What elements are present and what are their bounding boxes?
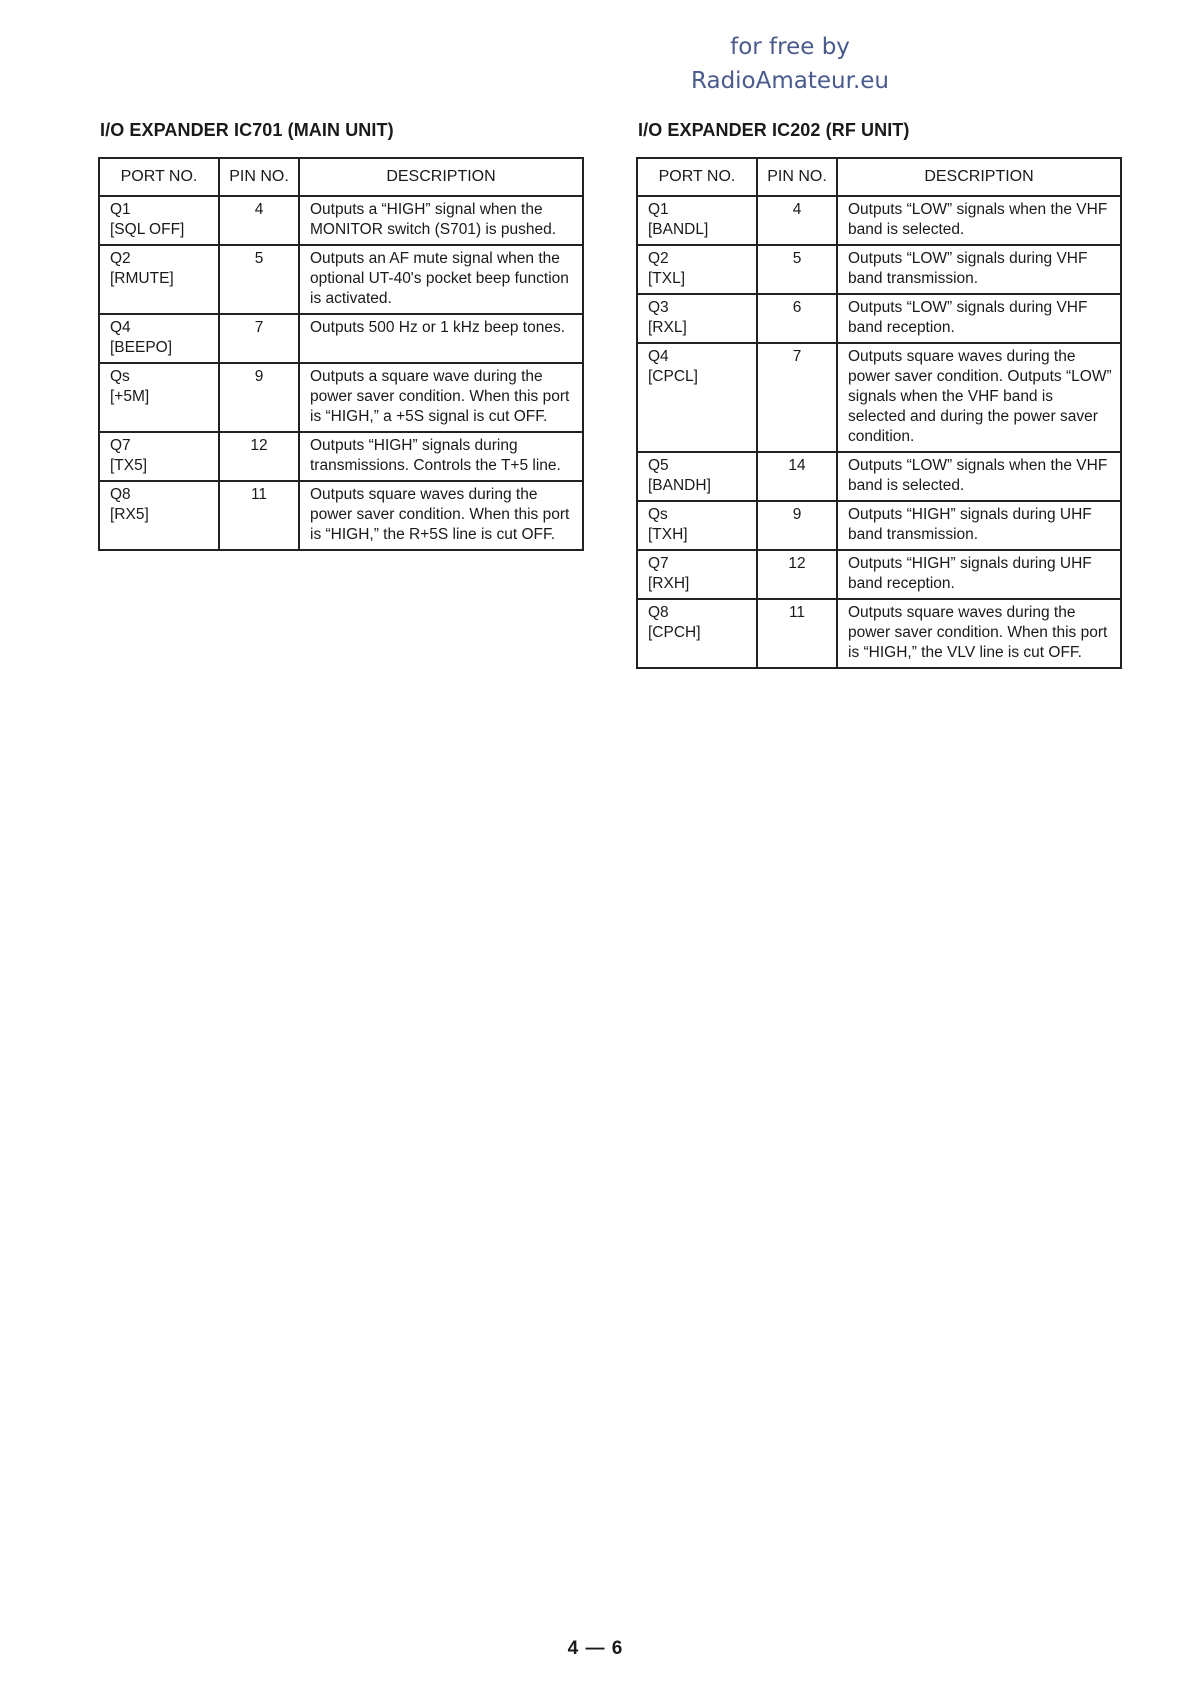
port-number: Q8 — [110, 486, 131, 503]
table-row — [637, 550, 1121, 599]
main-unit-table — [98, 157, 584, 551]
pin-cell: 11 — [757, 599, 837, 668]
table-row — [637, 452, 1121, 501]
port-signal-name: [RMUTE] — [110, 270, 174, 287]
port-cell — [637, 452, 757, 501]
port-cell — [637, 343, 757, 452]
port-signal-name: [BEEPO] — [110, 339, 173, 356]
port-signal-name: [CPCH] — [648, 624, 701, 641]
port-cell — [637, 501, 757, 550]
table-row — [99, 363, 583, 432]
table-row — [637, 501, 1121, 550]
table-row — [99, 196, 583, 245]
pin-cell: 9 — [219, 363, 299, 432]
port-signal-name: [RX5] — [110, 506, 149, 523]
description-cell: Outputs “HIGH” signals during transmissions. Controls the T+5 line. — [299, 432, 583, 481]
pin-cell: 7 — [757, 343, 837, 452]
description-cell: Outputs “LOW” signals during VHF band transmission. — [837, 245, 1121, 294]
port-cell — [637, 245, 757, 294]
table-row — [637, 196, 1121, 245]
table-header-row — [99, 158, 583, 196]
rf-unit-section — [636, 120, 1120, 669]
port-cell — [637, 599, 757, 668]
pin-cell: 14 — [757, 452, 837, 501]
port-number: Qs — [110, 368, 130, 385]
port-signal-name: [RXL] — [648, 319, 687, 336]
rf-unit-title: I/O EXPANDER IC202 (RF UNIT) — [638, 120, 910, 140]
table-row — [637, 245, 1121, 294]
pin-cell: 9 — [757, 501, 837, 550]
port-cell — [99, 432, 219, 481]
pin-cell: 12 — [219, 432, 299, 481]
port-header: PORT NO. — [99, 158, 219, 196]
pin-cell: 5 — [219, 245, 299, 314]
port-signal-name: [TXL] — [648, 270, 686, 287]
port-cell — [99, 314, 219, 363]
description-cell: Outputs “HIGH” signals during UHF band reception. — [837, 550, 1121, 599]
table-row — [637, 294, 1121, 343]
description-header: DESCRIPTION — [837, 158, 1121, 196]
port-number: Q4 — [648, 348, 669, 365]
pin-cell: 6 — [757, 294, 837, 343]
port-cell — [637, 196, 757, 245]
port-cell — [99, 196, 219, 245]
table-row — [99, 245, 583, 314]
port-number: Q7 — [648, 555, 669, 572]
port-signal-name: [BANDL] — [648, 221, 709, 238]
port-signal-name: [+5M] — [110, 388, 150, 405]
port-cell — [637, 550, 757, 599]
pin-header: PIN NO. — [757, 158, 837, 196]
port-cell — [637, 294, 757, 343]
description-cell: Outputs an AF mute signal when the optional UT-40's pocket beep function is activated. — [299, 245, 583, 314]
port-number: Q2 — [110, 250, 131, 267]
description-cell: Outputs square waves during the power saver condition. When this port is “HIGH,” the R+5S line is cut OFF. — [299, 481, 583, 550]
pin-header: PIN NO. — [219, 158, 299, 196]
port-number: Q4 — [110, 319, 131, 336]
description-cell: Outputs “LOW” signals when the VHF band is selected. — [837, 452, 1121, 501]
pin-cell: 11 — [219, 481, 299, 550]
description-cell: Outputs “LOW” signals during VHF band reception. — [837, 294, 1121, 343]
port-number: Q8 — [648, 604, 669, 621]
port-signal-name: [RXH] — [648, 575, 690, 592]
port-number: Q2 — [648, 250, 669, 267]
table-row — [637, 599, 1121, 668]
description-cell: Outputs a “HIGH” signal when the MONITOR switch (S701) is pushed. — [299, 196, 583, 245]
watermark-line-1: for free by — [730, 34, 850, 60]
port-number: Q1 — [648, 201, 669, 218]
port-number: Qs — [648, 506, 668, 523]
port-signal-name: [TXH] — [648, 526, 688, 543]
main-unit-title: I/O EXPANDER IC701 (MAIN UNIT) — [100, 120, 394, 140]
port-number: Q5 — [648, 457, 669, 474]
page-number: 4 — 6 — [567, 1638, 624, 1659]
port-header: PORT NO. — [637, 158, 757, 196]
port-number: Q7 — [110, 437, 131, 454]
table-row — [99, 314, 583, 363]
watermark — [640, 30, 940, 98]
description-cell: Outputs “LOW” signals when the VHF band is selected. — [837, 196, 1121, 245]
port-signal-name: [TX5] — [110, 457, 148, 474]
pin-cell: 4 — [757, 196, 837, 245]
pin-cell: 7 — [219, 314, 299, 363]
table-row — [99, 432, 583, 481]
table-row — [99, 481, 583, 550]
description-header: DESCRIPTION — [299, 158, 583, 196]
port-cell — [99, 481, 219, 550]
rf-unit-table — [636, 157, 1122, 669]
port-number: Q1 — [110, 201, 131, 218]
pin-cell: 5 — [757, 245, 837, 294]
description-cell: Outputs 500 Hz or 1 kHz beep tones. — [299, 314, 583, 363]
port-signal-name: [CPCL] — [648, 368, 698, 385]
port-cell — [99, 363, 219, 432]
pin-cell: 12 — [757, 550, 837, 599]
main-unit-section — [98, 120, 582, 551]
pin-cell: 4 — [219, 196, 299, 245]
watermark-line-2: RadioAmateur.eu — [691, 68, 889, 94]
table-header-row — [637, 158, 1121, 196]
description-cell: Outputs square waves during the power saver condition. Outputs “LOW” signals when the VHF band is selected and during the power saver condition. — [837, 343, 1121, 452]
description-cell: Outputs square waves during the power saver condition. When this port is “HIGH,” the VLV line is cut OFF. — [837, 599, 1121, 668]
port-cell — [99, 245, 219, 314]
description-cell: Outputs a square wave during the power saver condition. When this port is “HIGH,” a +5S signal is cut OFF. — [299, 363, 583, 432]
description-cell: Outputs “HIGH” signals during UHF band transmission. — [837, 501, 1121, 550]
port-signal-name: [BANDH] — [648, 477, 711, 494]
table-row — [637, 343, 1121, 452]
port-number: Q3 — [648, 299, 669, 316]
port-signal-name: [SQL OFF] — [110, 221, 185, 238]
